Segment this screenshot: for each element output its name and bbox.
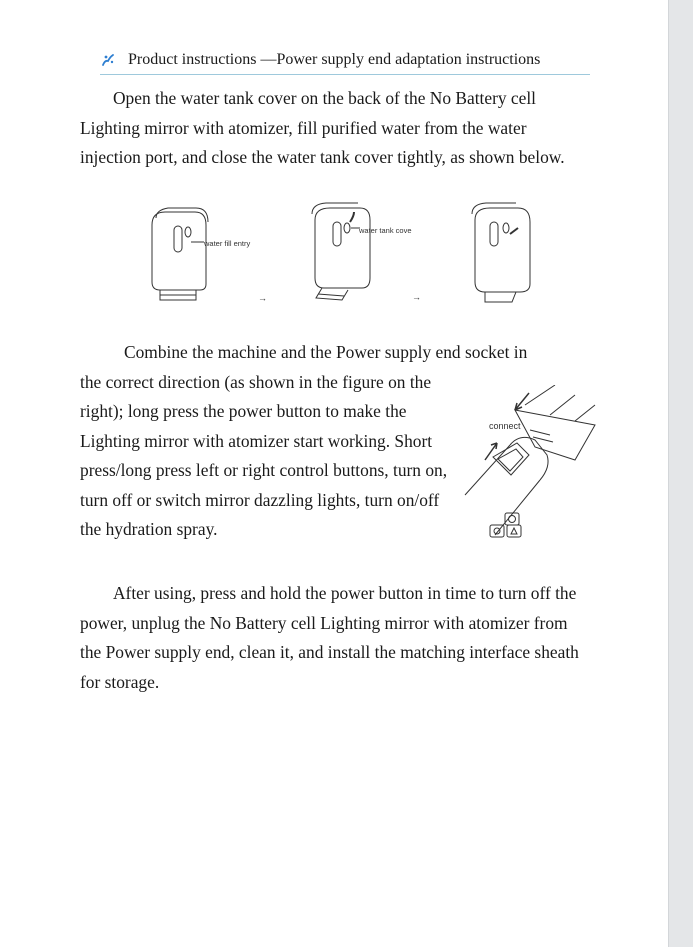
connect-arrow-down-icon [515,393,529,410]
device-3-port [503,223,509,233]
handle-outline [465,445,540,535]
section-header [100,46,590,75]
device-3-slot [490,222,498,246]
label-water-tank-cover: water tank cove [359,226,412,235]
brand-logo-icon [100,51,116,67]
device-2-slot [333,222,341,246]
label-connect: connect [489,421,521,431]
device-1-slot [174,226,182,252]
right-button [507,525,521,537]
device-2-arrow-icon [350,212,354,222]
device-1-port [185,227,191,237]
arrow-icon-2: → [412,292,421,302]
label-water-fill-entry: water fill entry [204,239,251,248]
arrow-icon-1: → [258,293,267,303]
right-scrollbar-panel[interactable] [668,0,693,947]
paragraph-after-use: After using, press and hold the power button in time to turn off the power, unplug the No Battery cell Lighting mirror with atomizer from the Power supply end, clean it, and install the matching interface sheath for storage. [80,583,579,692]
device-1-body [152,212,206,290]
water-tank-illustration [140,200,540,310]
section-title: Product instructions —Power supply end adaptation instructions [128,51,541,68]
connect-illustration [455,385,605,545]
device-2-port [344,223,350,233]
connect-arrow-up-icon [485,443,497,460]
device-3-arrow-icon [510,228,518,234]
paragraph-combine-first-line: Combine the machine and the Power supply end socket in [124,342,528,362]
device-2-body [315,208,370,288]
paragraph-combine-rest: the correct direction (as shown in the figure on the right); long press the power button to make the Lighting mirror with atomizer start working. Short press/long press left or right control buttons, turn on, turn off or switch mirror dazzling lights, turn on/off the hydration spray. [80,371,448,539]
device-3-body [475,208,530,292]
paragraph-fill-water: Open the water tank cover on the back of the No Battery cell Lighting mirror with atomizer, fill purified water from the water injection port, and close the water tank cover tightly, as shown below. [80,88,565,167]
